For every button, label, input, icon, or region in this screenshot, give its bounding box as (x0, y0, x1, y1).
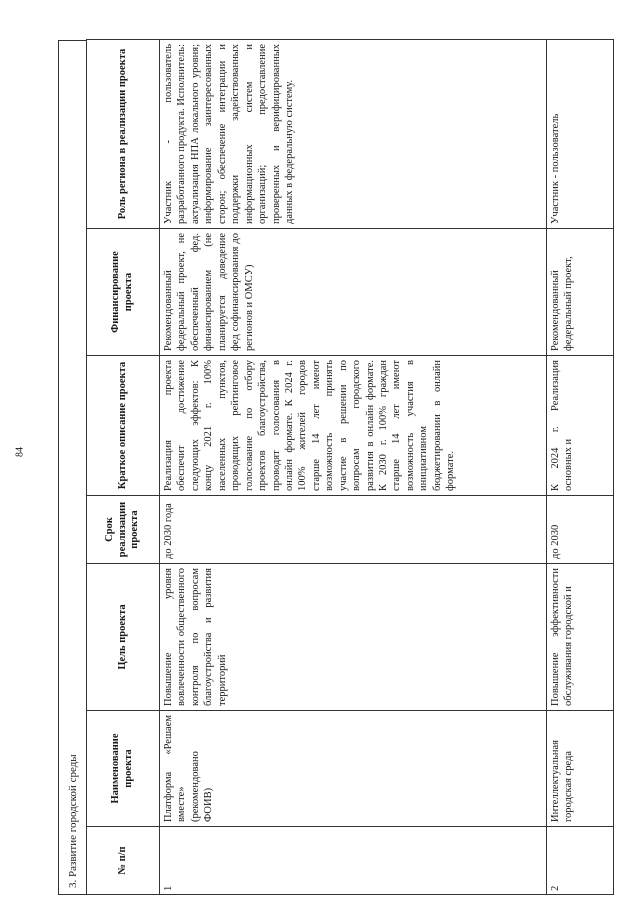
project-name: Платформа «Решаем вместе» (рекомендовано ФОИВ) (160, 711, 547, 827)
row-number: 1 (160, 827, 547, 895)
project-goal: Повышение уровня вовлеченности общественного контроля по вопросам благоустройства и развития территорий (160, 564, 547, 711)
header-financing: Финансирование проекта (87, 229, 160, 356)
project-financing: Рекомендованный федеральный проект, (550, 256, 575, 351)
project-name: Интеллектуальная городская среда (550, 739, 575, 822)
project-term: до 2030 года (160, 496, 547, 564)
region-role: Участник - пользователь (550, 113, 561, 224)
project-financing: Рекомендованный федеральный проект, не обеспеченный фед. финансированием (не планируется доведение фед софинансирования до регионов и ОМСУ) (160, 229, 547, 356)
header-goal: Цель проекта (87, 564, 160, 711)
project-goal: Повышение эффективности обслуживания городской и (550, 568, 575, 706)
table-row (547, 40, 614, 895)
page-number: 84 (14, 447, 26, 457)
header-term: Срок реализации проекта (87, 496, 160, 564)
project-description: Реализация проекта обеспечит достижение следующих эффектов: К концу 2021 г. 100% населенных пунктов, проводящих рейтинговое голосование по отбору проектов благоустройства, проводят голосования в онлайн формате. К 2024 г. 100% жителей городов старше 14 лет имеют возможность принять участие в решении по вопросам городского развития в онлайн формате. К 2030 г. 100% граждан старше 14 лет имеют возможность участия в инициативном бюджетировании в онлайн формате. (160, 356, 547, 496)
table-row (160, 40, 547, 895)
project-description: К 2024 г. Реализация основных и (550, 360, 575, 491)
rotated-page-content (58, 40, 613, 895)
table-header-row (87, 40, 160, 895)
header-role: Роль региона в реализации проекта (87, 40, 160, 229)
projects-table (86, 39, 614, 895)
row-number: 2 (550, 885, 561, 891)
section-title: 3. Развитие городской среды (58, 40, 86, 895)
header-number: № п/п (87, 827, 160, 895)
project-term: до 2030 (550, 524, 561, 559)
header-description: Краткое описание проекта (87, 356, 160, 496)
header-name: Наименование проекта (87, 711, 160, 827)
region-role: Участник - пользователь разработанного продукта. Исполнитель: актуализация НПА локального уровня; информирование заинтересованных сторон; обеспечение интеграции и поддержки задействованных информационных систем и организаций; предоставление проверенных и верифицированных данных в федеральную систему. (160, 40, 547, 229)
